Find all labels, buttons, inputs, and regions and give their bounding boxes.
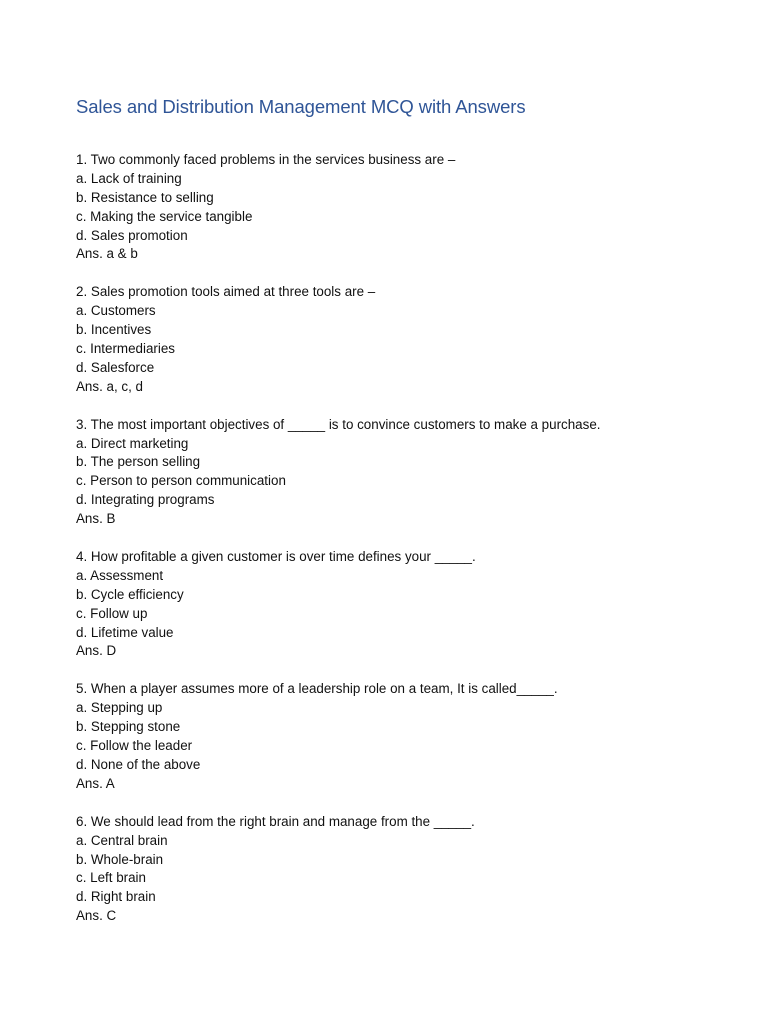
question-text: 6. We should lead from the right brain and manage from the _____. [76,813,475,829]
option-d: d. None of the above [76,756,201,772]
option-c: c. Follow the leader [76,738,193,754]
option-d: d. Integrating programs [76,492,215,508]
question-block-3 [76,416,756,529]
answer-text: Ans. a, c, d [76,378,143,394]
option-c: c. Intermediaries [76,341,175,357]
option-a: a. Lack of training [76,170,182,186]
option-a: a. Direct marketing [76,435,189,451]
option-a: a. Customers [76,303,156,319]
answer-text: Ans. B [76,511,116,527]
answer-text: Ans. C [76,908,117,924]
question-text: 1. Two commonly faced problems in the services business are – [76,152,456,167]
option-b: b. The person selling [76,454,201,470]
question-block-2 [76,283,756,396]
option-b: b. Stepping stone [76,719,181,735]
option-c: c. Making the service tangible [76,208,253,224]
document-title: Sales and Distribution Management MCQ with Answers [76,96,526,117]
question-block-5 [76,680,756,793]
question-text: 3. The most important objectives of _____ is to convince customers to make a purchase. [76,416,601,432]
option-c: c. Follow up [76,605,148,621]
option-d: d. Salesforce [76,359,155,375]
question-text: 5. When a player assumes more of a leadership role on a team, It is called_____. [76,681,558,697]
question-block-6 [76,813,756,926]
option-b: b. Resistance to selling [76,189,214,205]
option-c: c. Person to person communication [76,473,286,489]
option-d: d. Lifetime value [76,624,174,640]
option-b: b. Whole-brain [76,851,164,867]
option-c: c. Left brain [76,870,146,886]
option-b: b. Incentives [76,322,152,338]
option-b: b. Cycle efficiency [76,586,184,602]
answer-text: Ans. A [76,775,115,791]
option-a: a. Stepping up [76,700,163,716]
answer-text: Ans. a & b [76,246,138,262]
question-block-1 [76,151,756,264]
question-list [76,151,756,945]
question-text: 2. Sales promotion tools aimed at three tools are – [76,284,376,300]
option-a: a. Central brain [76,832,168,848]
answer-text: Ans. D [76,643,117,659]
option-d: d. Right brain [76,889,156,905]
option-d: d. Sales promotion [76,227,188,243]
question-block-4 [76,548,756,661]
option-a: a. Assessment [76,567,164,583]
question-text: 4. How profitable a given customer is over time defines your _____. [76,549,476,565]
